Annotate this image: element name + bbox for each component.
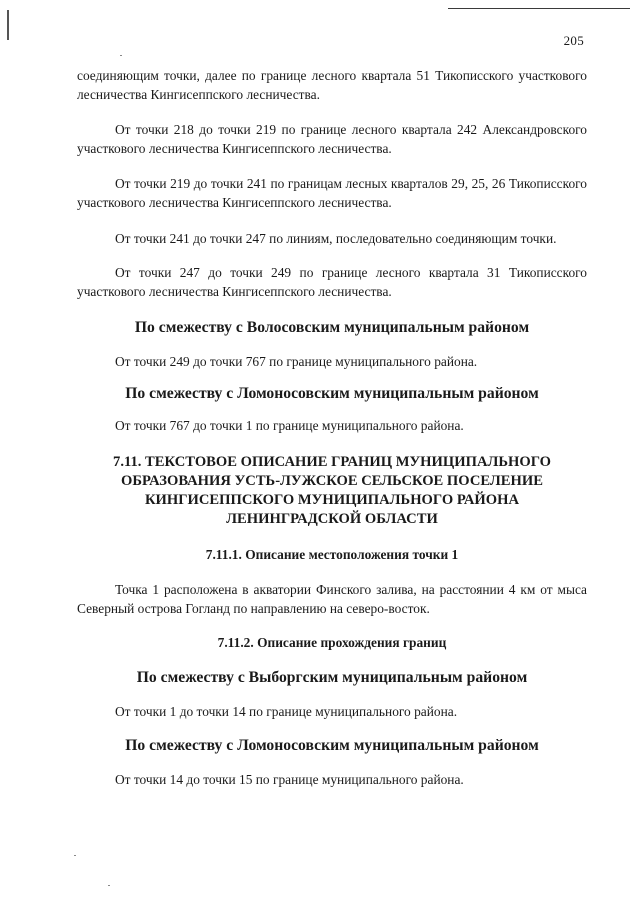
paragraph: Точка 1 расположена в акватории Финского залива, на расстоянии 4 км от мыса Северный острова Гогланд по направлению на северо-восток.: [77, 582, 587, 616]
scan-speck: [108, 885, 110, 886]
chapter-title-line: ЛЕНИНГРАДСКОЙ ОБЛАСТИ: [226, 511, 438, 527]
subsection-heading-7-11-1: 7.11.1. Описание местоположения точки 1: [205, 547, 459, 562]
scan-edge-mark: [7, 10, 9, 40]
chapter-title-line: КИНГИСЕППСКОГО МУНИЦИПАЛЬНОГО РАЙОНА: [144, 492, 520, 508]
page-number: 205: [563, 33, 584, 48]
paragraph: От точки 241 до точки 247 по линиям, последовательно соединяющим точки.: [115, 231, 557, 246]
paragraph: От точки 249 до точки 767 по границе муниципального района.: [115, 354, 478, 369]
paragraph: От точки 767 до точки 1 по границе муниципального района.: [115, 418, 464, 433]
scan-speck: [120, 55, 122, 56]
subsection-heading-7-11-2: 7.11.2. Описание прохождения границ: [217, 635, 447, 650]
paragraph: соединяющим точки, далее по границе лесного квартала 51 Тикописского участкового лесничества Кингисеппского лесничества.: [77, 68, 587, 102]
chapter-title-line: 7.11. ТЕКСТОВОЕ ОПИСАНИЕ ГРАНИЦ МУНИЦИПАЛЬНОГО: [113, 454, 551, 470]
document-body: [77, 66, 587, 789]
paragraph: От точки 218 до точки 219 по границе лесного квартала 242 Александровского участкового лесничества Кингисеппского лесничества.: [77, 122, 587, 156]
scan-edge-line: [448, 8, 630, 9]
chapter-title-line: ОБРАЗОВАНИЯ УСТЬ-ЛУЖСКОЕ СЕЛЬСКОЕ ПОСЕЛЕНИЕ: [121, 473, 543, 489]
section-heading-lomonosovsky: По смежеству с Ломоносовским муниципальным районом: [125, 385, 539, 402]
section-heading-vyborgsky: По смежеству с Выборгским муниципальным районом: [136, 669, 528, 686]
paragraph: От точки 247 до точки 249 по границе лесного квартала 31 Тикописского участкового лесничества Кингисеппского лесничества.: [77, 265, 587, 299]
paragraph: От точки 219 до точки 241 по границам лесных кварталов 29, 25, 26 Тикописского участкового лесничества Кингисеппского лесничества.: [77, 176, 587, 210]
paragraph: От точки 14 до точки 15 по границе муниципального района.: [115, 772, 464, 787]
paragraph: От точки 1 до точки 14 по границе муниципального района.: [115, 704, 458, 719]
section-heading-lomonosovsky: По смежеству с Ломоносовским муниципальным районом: [125, 737, 539, 754]
section-heading-volosovsky: По смежеству с Волосовским муниципальным районом: [134, 319, 530, 336]
scan-speck: [74, 855, 76, 856]
chapter-title: [77, 453, 587, 529]
